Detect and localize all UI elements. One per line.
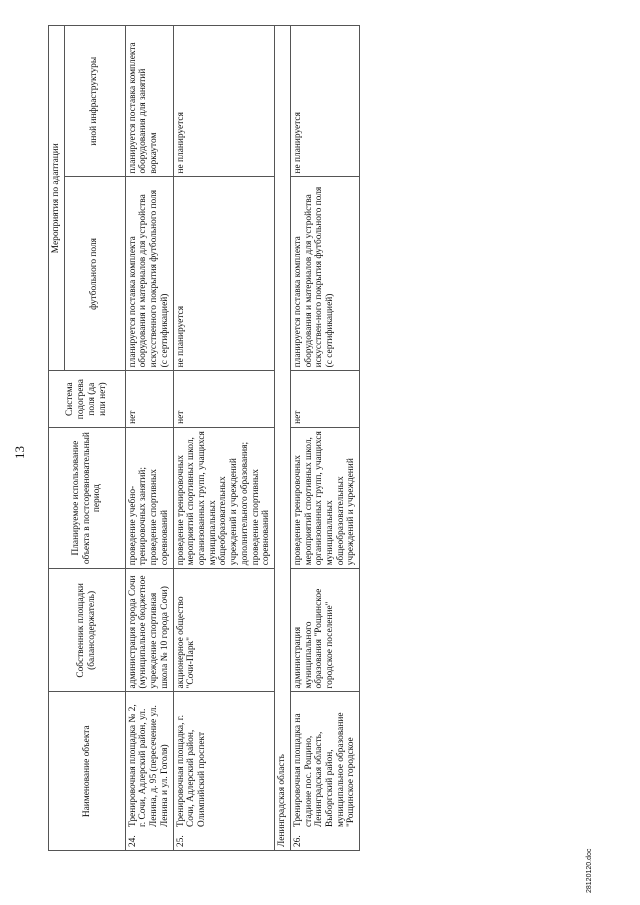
table-row bbox=[290, 26, 359, 851]
header-owner: Собственник площадки (балансодержатель) bbox=[49, 569, 126, 692]
object-name-cell bbox=[125, 692, 173, 851]
row-number: 26. bbox=[292, 835, 303, 847]
header-field: футбольного поля bbox=[64, 177, 125, 371]
use-cell: проведение учебно-тренировочных занятий; проведение спортивных соревнований bbox=[125, 427, 173, 568]
object-name: Тренировочная площадка, г. Сочи, Адлерский район, Олимпийский проспект bbox=[175, 715, 208, 827]
row-number: 25. bbox=[175, 835, 186, 847]
header-use: Планируемое использование объекта в постсоревновательный период bbox=[49, 427, 126, 568]
object-name: Тренировочная площадка на стадионе пос. Рощино, Ленинградская область, Выборгский район, муниципальное образование "Рощинское городское bbox=[292, 712, 357, 827]
use-cell: проведение тренировочных мероприятий спортивных школ, организованных групп, учащихся муниципальных общеобразовательных учреждений и учреждений bbox=[290, 427, 359, 568]
infra-measures-cell: не планируется bbox=[290, 26, 359, 178]
header-heating: Система подогрева поля (да или нет) bbox=[49, 371, 126, 428]
adaptation-table bbox=[48, 25, 360, 851]
owner-cell: акционерное общество "Сочи-Парк" bbox=[173, 569, 274, 692]
field-measures-cell: не планируется bbox=[173, 177, 274, 371]
heating-cell: нет bbox=[290, 371, 359, 428]
table-header bbox=[49, 26, 126, 851]
table-row bbox=[125, 26, 173, 851]
table-body bbox=[125, 26, 359, 851]
object-name-cell bbox=[290, 692, 359, 851]
object-name-cell bbox=[173, 692, 274, 851]
page-number: 13 bbox=[12, 446, 27, 459]
use-cell: проведение тренировочных мероприятий спортивных школ, организованных групп, учащихся муниципальных общеобразовательных учреждений и учреждений дополнительного образования; проведение спортивных соревнований bbox=[173, 427, 274, 568]
header-measures: Мероприятия по адаптации bbox=[49, 26, 65, 371]
header-infra: иной инфраструктуры bbox=[64, 26, 125, 178]
object-name: Тренировочная площадка № 2, г. Сочи, Адлерский район, ул. Ленина, д. 95 (пересечение ул. Ленина и ул. Гоголя) bbox=[127, 704, 170, 827]
document-code: 28120120.doc bbox=[586, 848, 593, 893]
field-measures-cell: планируется поставка комплекта оборудования и материалов для устройства искусственного покрытия футбольного поля (с сертификацией) bbox=[125, 177, 173, 371]
infra-measures-cell: планируется поставка комплекта оборудования для занятий воркаутом bbox=[125, 26, 173, 178]
infra-measures-cell: не планируется bbox=[173, 26, 274, 178]
region-row bbox=[275, 26, 291, 851]
owner-cell: администрация муниципального образования "Рощинское городское поселение" bbox=[290, 569, 359, 692]
heating-cell: нет bbox=[173, 371, 274, 428]
field-measures-cell: планируется поставка комплекта оборудования и материалов для устройства искусствен-ного покрытия футбольного поля (с сертификацией) bbox=[290, 177, 359, 371]
region-heading: Ленинградская область bbox=[275, 26, 291, 851]
header-name: Наименование объекта bbox=[49, 692, 126, 851]
heating-cell: нет bbox=[125, 371, 173, 428]
table-row bbox=[173, 26, 274, 851]
row-number: 24. bbox=[127, 835, 138, 847]
owner-cell: администрация города Сочи (муниципальное бюджетное учреждение спортивная школа № 10 города Сочи) bbox=[125, 569, 173, 692]
